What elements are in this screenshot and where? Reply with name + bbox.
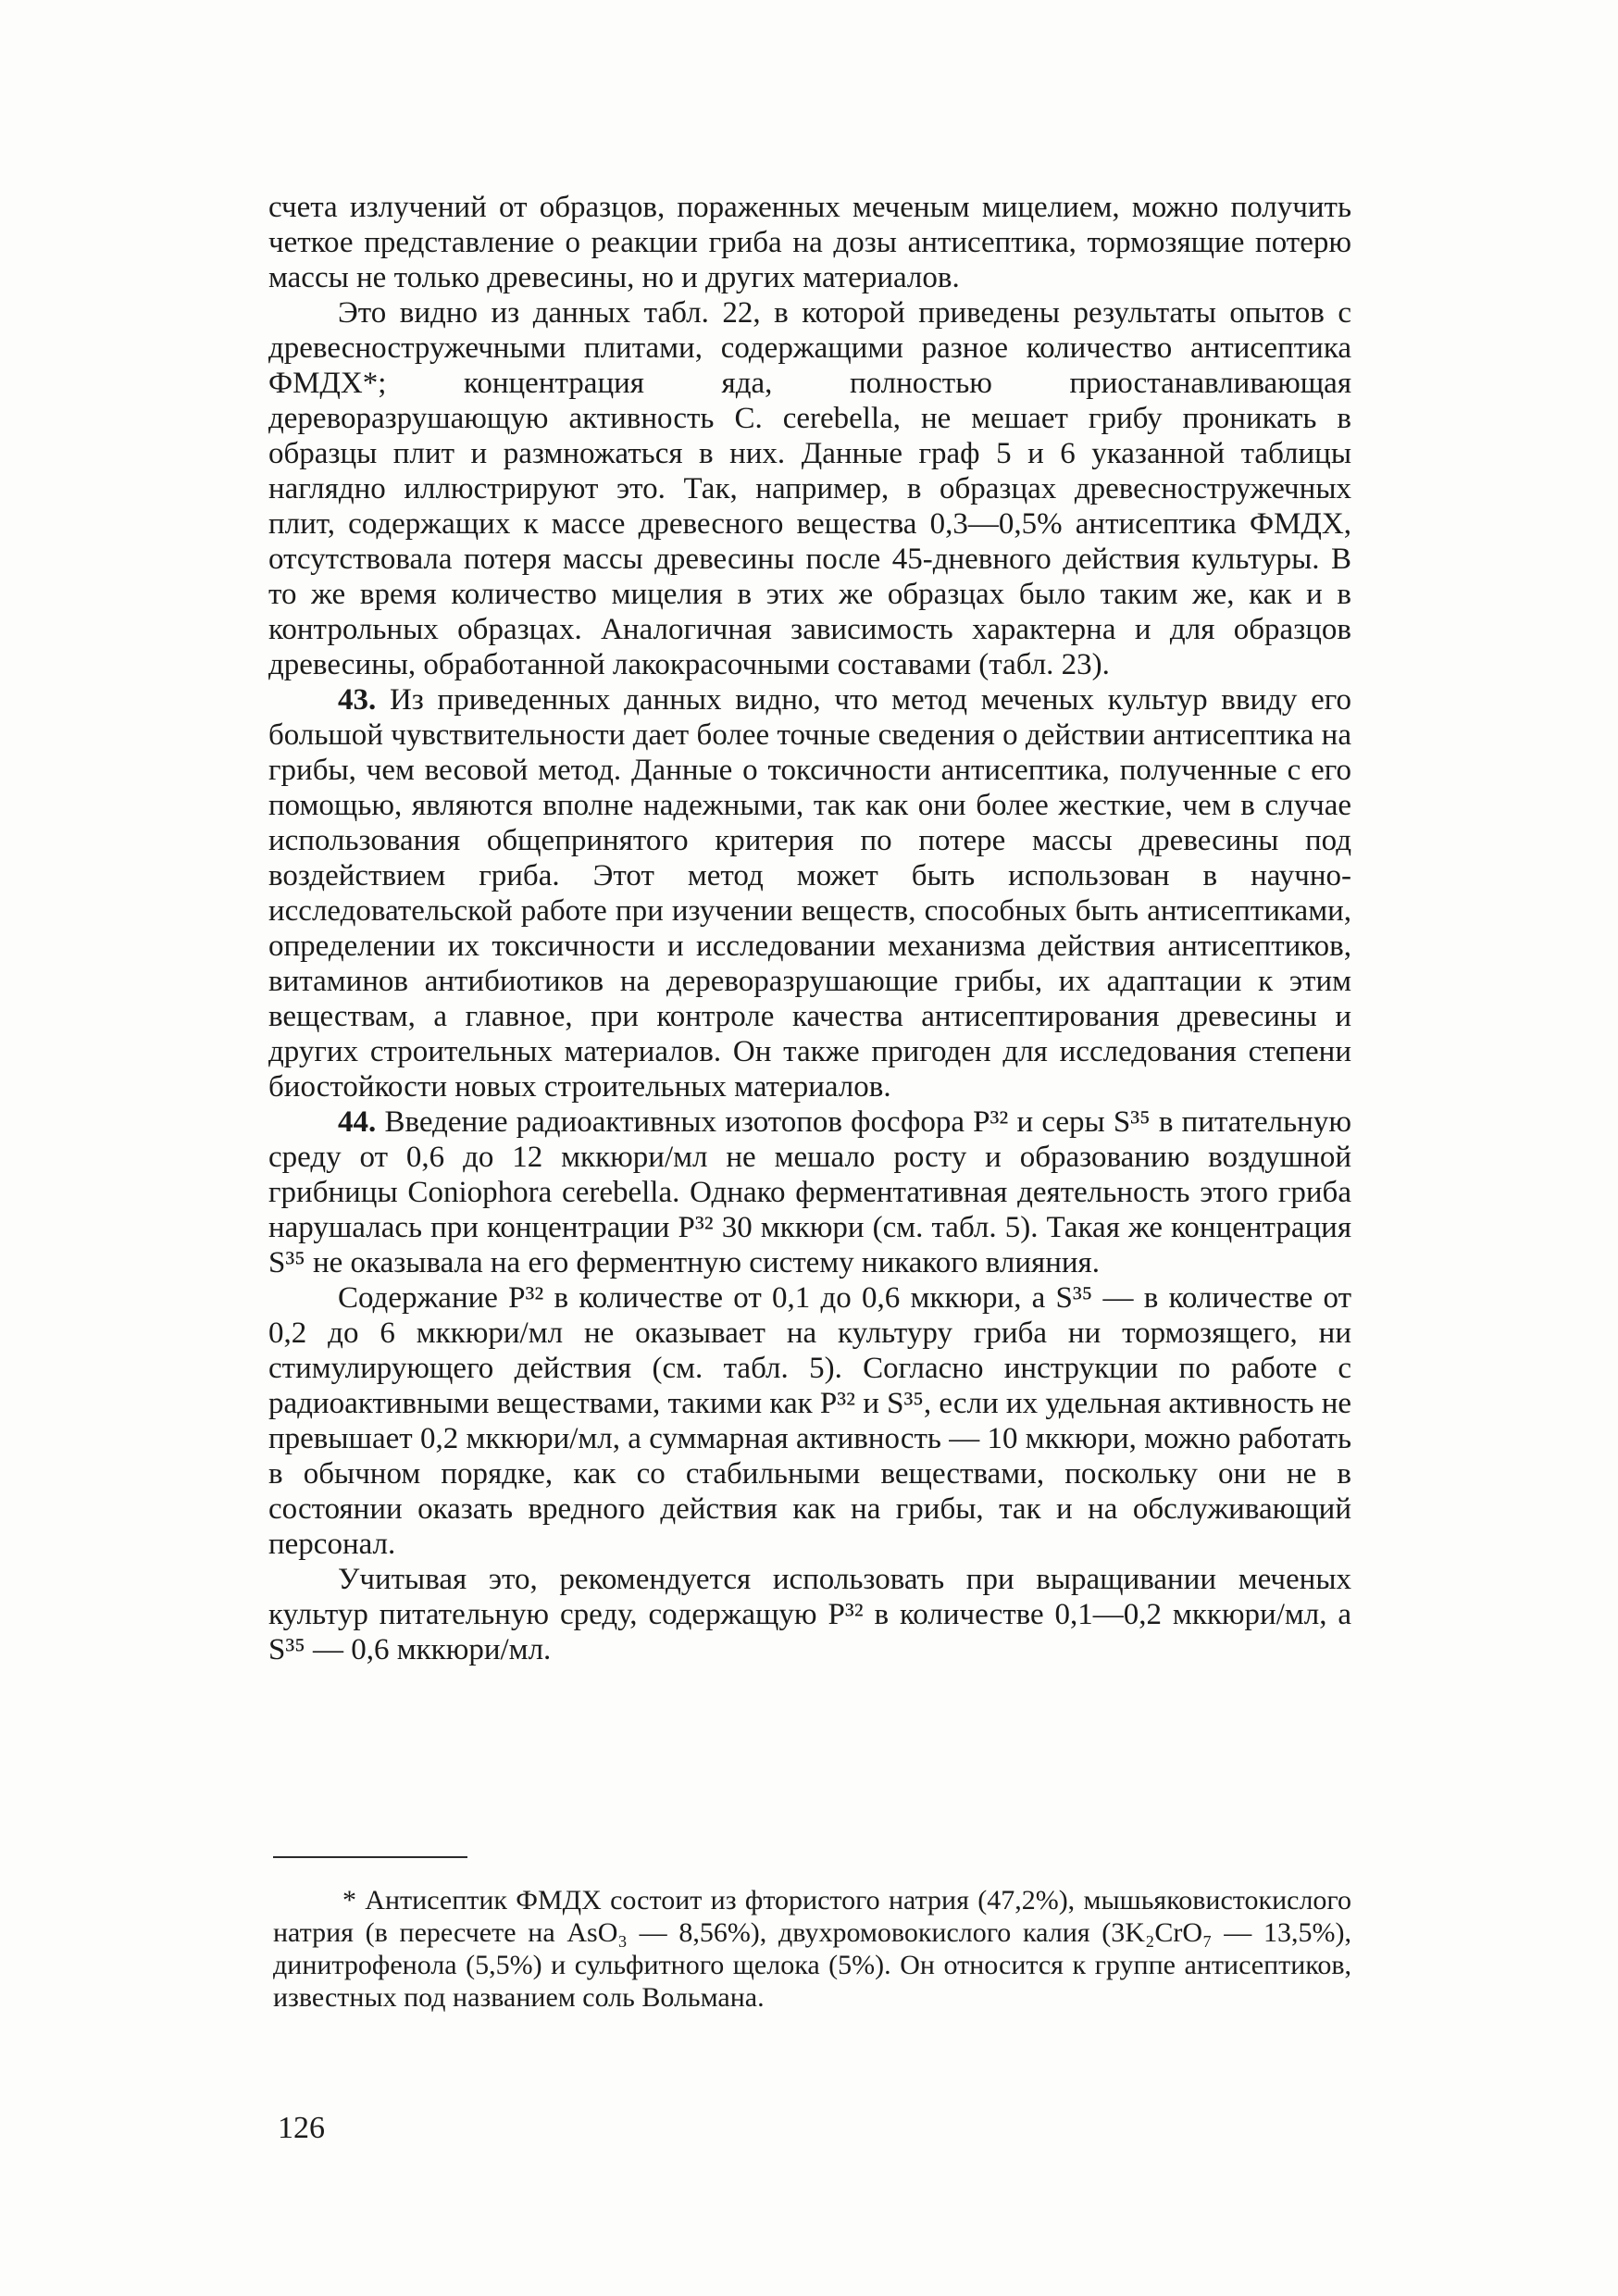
- paragraph-text: Это видно из данных табл. 22, в которой приведены результаты опытов с древесностружечными плитами, содержащими разное количество антисептика ФМДХ*; концентрация яда, полностью приостанавливающая дереворазрушающую активность C. cerebella, не мешает грибу проникать в образцы плит и размножаться в них. Данные граф 5 и 6 указанной таблицы наглядно иллюстрируют это. Так, например, в образцах древесностружечных плит, содержащих к массе древесного вещества 0,3—0,5% антисептика ФМДХ, отсутствовала потеря массы древесины после 45-дневного действия культуры. В то же время количество мицелия в этих же образцах было таким же, как и в контрольных образцах. Аналогичная зависимость характерна и для образцов древесины, обработанной лакокрасочными составами (табл. 23).: [268, 296, 1351, 681]
- paragraph-4: [268, 1104, 1351, 1280]
- paragraph-text: Из приведенных данных видно, что метод меченых культур ввиду его большой чувствительности дает более точные сведения о действии антисептика на грибы, чем весовой метод. Данные о токсичности антисептика, полученные с его помощью, являются вполне надежными, так как они более жесткие, чем в случае использования общепринятого критерия по потере массы древесины под воздействием гриба. Этот метод может быть использован в научно-исследовательской работе при изучении веществ, способных быть антисептиками, определении их токсичности и исследовании механизма действия антисептиков, витаминов антибиотиков на дереворазрушающие грибы, их адаптации к этим веществам, а главное, при контроле качества антисептирования древесины и других строительных материалов. Он также пригоден для исследования степени биостойкости новых строительных материалов.: [268, 683, 1351, 1104]
- paragraph-5: [268, 1280, 1351, 1562]
- paragraph-3: [268, 682, 1351, 1104]
- footnote: [273, 1884, 1351, 2014]
- paragraph-text: Учитывая это, рекомендуется использовать при выращивании меченых культур питательную среду, содержащую P³² в количестве 0,1—0,2 мккюри/мл, а S³⁵ — 0,6 мккюри/мл.: [268, 1563, 1351, 1666]
- paragraph-1: [268, 190, 1351, 295]
- section-number: 44.: [338, 1105, 377, 1139]
- paragraph-text: Содержание P³² в количестве от 0,1 до 0,6 мккюри, а S³⁵ — в количестве от 0,2 до 6 мккюри/мл не оказывает на культуру гриба ни тормозящего, ни стимулирующего действия (см. табл. 5). Согласно инструкции по работе с радиоактивными веществами, такими как P³² и S³⁵, если их удельная активность не превышает 0,2 мккюри/мл, а суммарная активность — 10 мккюри, можно работать в обычном порядке, как со стабильными веществами, поскольку они не в состоянии оказать вредного действия как на грибы, так и на обслуживающий персонал.: [268, 1281, 1352, 1561]
- footnote-divider: [273, 1856, 467, 1858]
- main-text-column: [268, 190, 1351, 1667]
- section-number: 43.: [338, 683, 377, 717]
- page-number: 126: [278, 2111, 325, 2145]
- paragraph-text: Введение радиоактивных изотопов фосфора P³² и серы S³⁵ в питательную среду от 0,6 до 12 мккюри/мл не мешало росту и образованию воздушной грибницы Coniophora cerebella. Однако ферментативная деятельность этого гриба нарушалась при концентрации P³² 30 мккюри (см. табл. 5). Такая же концентрация S³⁵ не оказывала на его ферментную систему никакого влияния.: [268, 1105, 1351, 1279]
- paragraph-6: [268, 1562, 1351, 1667]
- paragraph-2: [268, 295, 1351, 682]
- footnote-text: * Антисептик ФМДХ состоит из фтористого натрия (47,2%), мышьяковистокислого натрия (в пересчете на AsO₃ — 8,56%), двухромовокислого калия (3K₂CrO₇ — 13,5%), динитрофенола (5,5%) и сульфитного щелока (5%). Он относится к группе антисептиков, известных под названием соль Вольмана.: [273, 1885, 1351, 2013]
- paragraph-text: счета излучений от образцов, пораженных меченым мицелием, можно получить четкое представление о реакции гриба на дозы антисептика, тормозящие потерю массы не только древесины, но и других материалов.: [268, 191, 1351, 294]
